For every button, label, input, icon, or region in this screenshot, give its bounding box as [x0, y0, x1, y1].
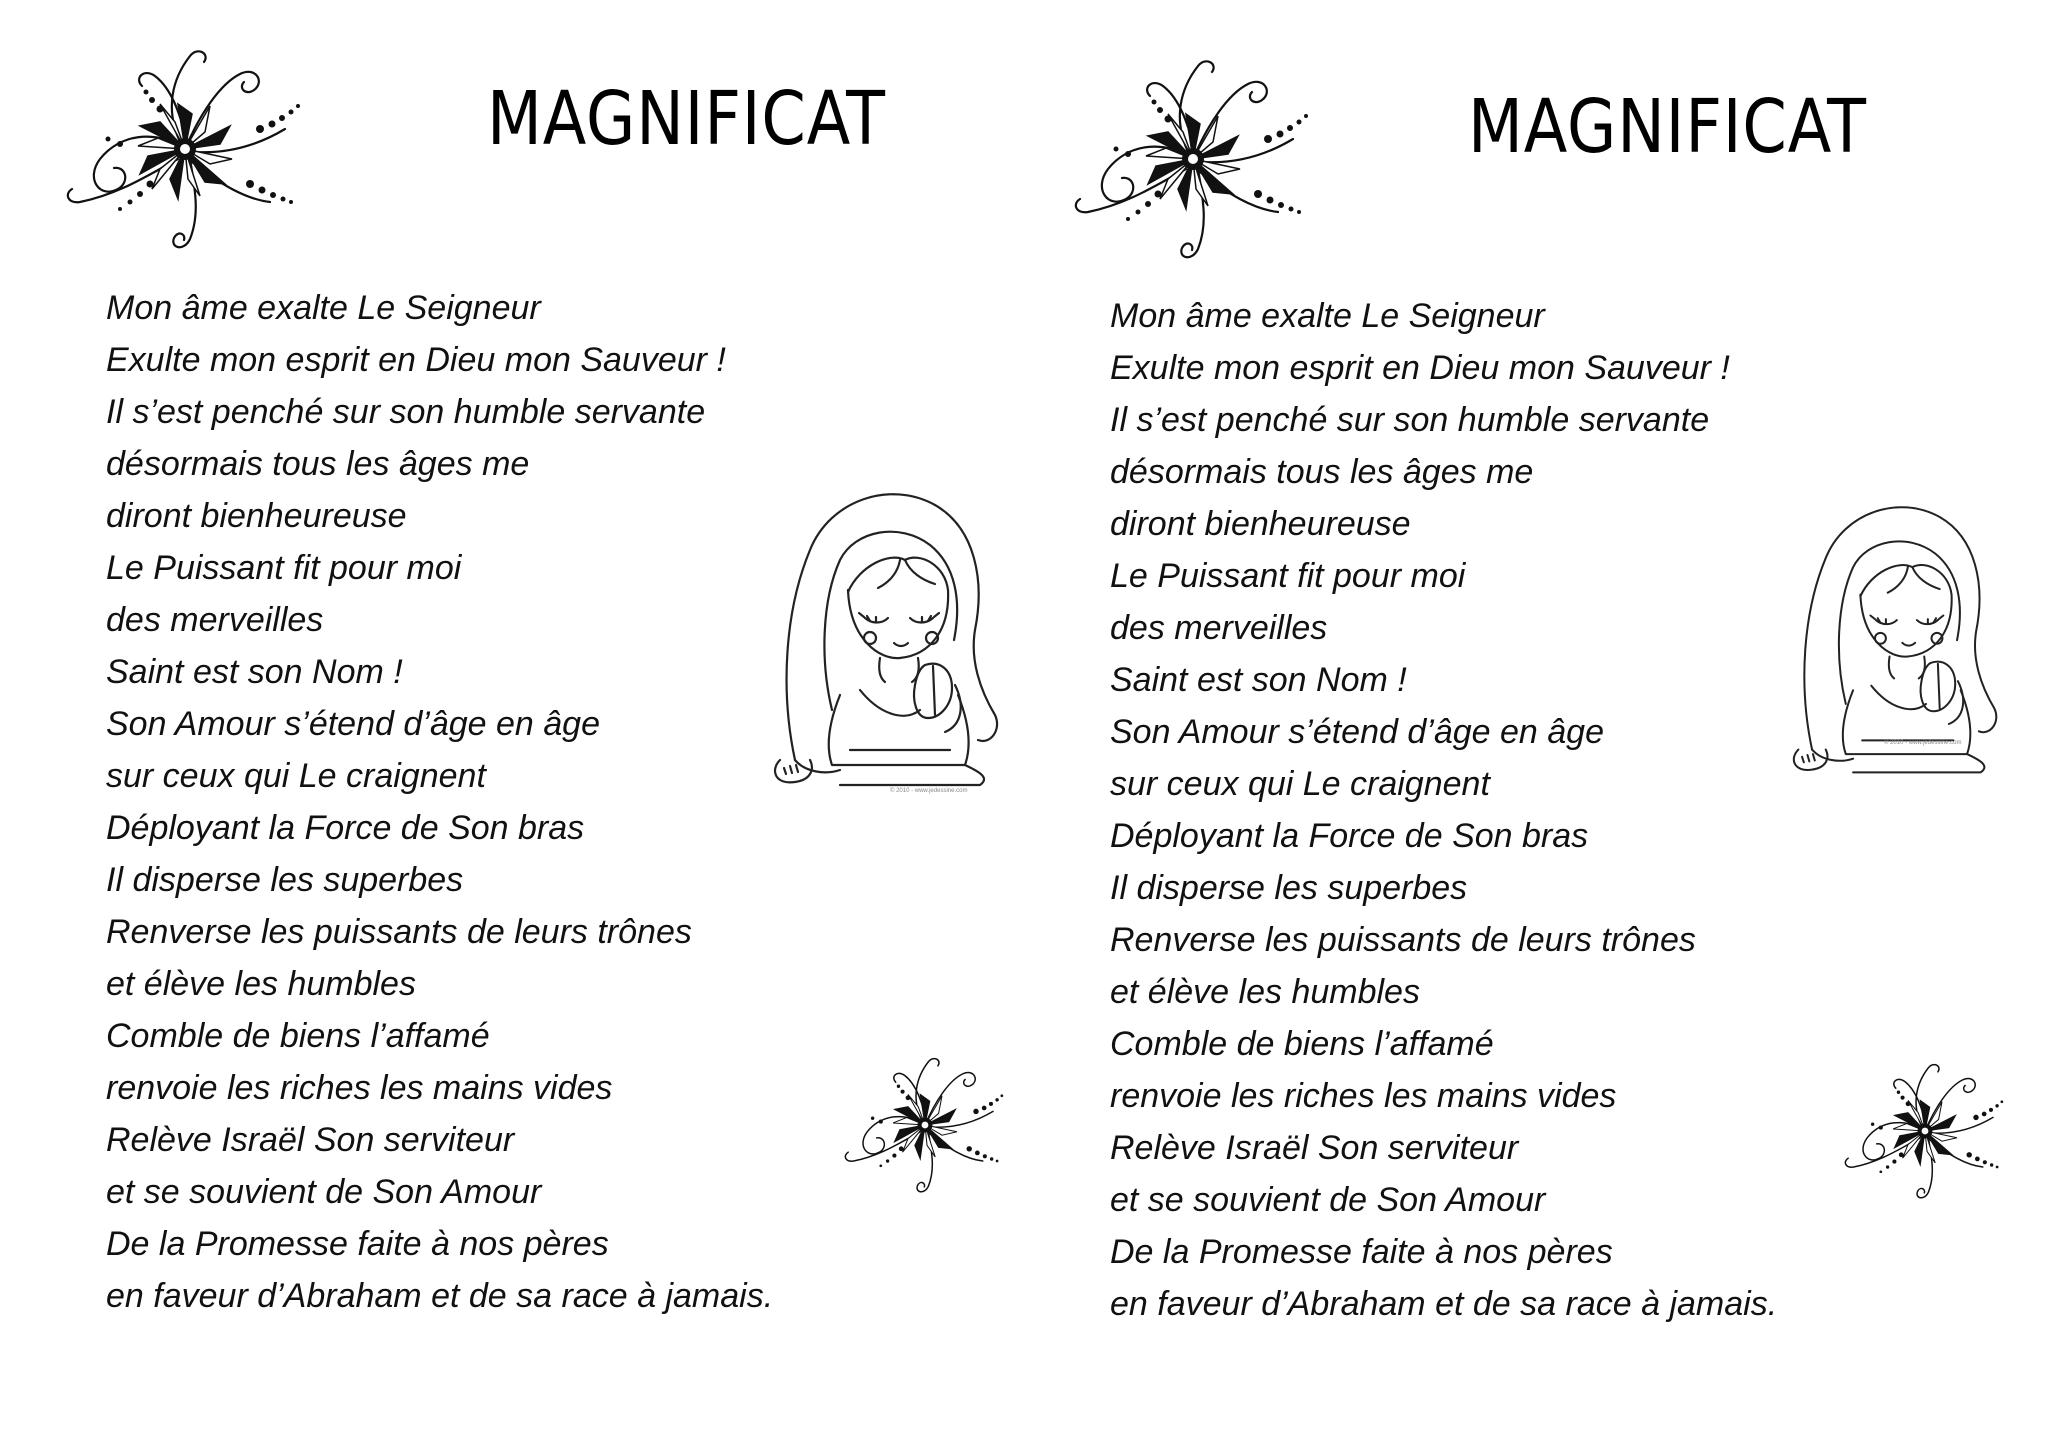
poem-line: et élève les humbles: [106, 965, 416, 1003]
poem-line: Déployant la Force de Son bras: [106, 809, 585, 847]
illustration-credit: © 2010 - www.jedessine.com: [890, 788, 968, 794]
poem-line: De la Promesse faite à nos pères: [106, 1225, 609, 1263]
poem-line: diront bienheureuse: [1110, 505, 1411, 543]
poem-line: renvoie les riches les mains vides: [1110, 1077, 1617, 1115]
page-title: MAGNIFICAT: [1468, 84, 1867, 170]
poem-line: en faveur d’Abraham et de sa race à jamais.: [106, 1277, 774, 1315]
flower-ornament-icon: [1840, 1046, 2010, 1216]
poem-line: et se souvient de Son Amour: [106, 1173, 542, 1211]
poem-line: Il s’est penché sur son humble servante: [1110, 401, 1710, 439]
poem-line: Déployant la Force de Son bras: [1110, 817, 1589, 855]
illustration-credit: © 2010 - www.jedessine.com: [1884, 740, 1962, 746]
flower-ornament-icon: [60, 34, 310, 264]
poem-line: Il disperse les superbes: [106, 861, 464, 899]
poem-line: Il s’est penché sur son humble servante: [106, 393, 706, 431]
poem-line: Saint est son Nom !: [106, 653, 403, 691]
poem-line: Saint est son Nom !: [1110, 661, 1407, 699]
poem-line: diront bienheureuse: [106, 497, 407, 535]
poem-text: [106, 282, 773, 1322]
poem-line: Son Amour s’étend d’âge en âge: [1110, 713, 1604, 751]
poem-text: [1110, 290, 1777, 1330]
poem-line: Son Amour s’étend d’âge en âge: [106, 705, 600, 743]
poem-line: Exulte mon esprit en Dieu mon Sauveur !: [1110, 349, 1730, 387]
poem-line: Comble de biens l’affamé: [106, 1017, 490, 1055]
poem-line: et se souvient de Son Amour: [1110, 1181, 1546, 1219]
poem-line: Le Puissant fit pour moi: [1110, 557, 1466, 595]
poem-line: Exulte mon esprit en Dieu mon Sauveur !: [106, 341, 726, 379]
poem-line: Mon âme exalte Le Seigneur: [1110, 297, 1545, 335]
poem-line: Mon âme exalte Le Seigneur: [106, 289, 541, 327]
poem-line: Relève Israël Son serviteur: [106, 1121, 515, 1159]
poem-line: des merveilles: [1110, 609, 1328, 647]
poem-line: désormais tous les âges me: [1110, 453, 1534, 491]
flower-ornament-icon: [1068, 44, 1318, 274]
poem-line: désormais tous les âges me: [106, 445, 530, 483]
poem-line: Renverse les puissants de leurs trônes: [106, 913, 692, 951]
praying-girl-illustration: [740, 460, 1010, 800]
poem-line: en faveur d’Abraham et de sa race à jamais.: [1110, 1285, 1778, 1323]
page-title: MAGNIFICAT: [487, 76, 886, 162]
poem-line: Le Puissant fit pour moi: [106, 549, 462, 587]
poem-line: sur ceux qui Le craignent: [106, 757, 486, 795]
poem-line: et élève les humbles: [1110, 973, 1420, 1011]
poem-page-left: [0, 0, 1000, 1448]
poem-page-right: [1004, 0, 2004, 1448]
poem-line: Comble de biens l’affamé: [1110, 1025, 1494, 1063]
poem-line: Renverse les puissants de leurs trônes: [1110, 921, 1696, 959]
poem-line: Relève Israël Son serviteur: [1110, 1129, 1519, 1167]
poem-line: De la Promesse faite à nos pères: [1110, 1233, 1613, 1271]
poem-line: Il disperse les superbes: [1110, 869, 1468, 907]
poem-line: sur ceux qui Le craignent: [1110, 765, 1490, 803]
poem-line: des merveilles: [106, 601, 324, 639]
flower-ornament-icon: [840, 1040, 1010, 1210]
poem-line: renvoie les riches les mains vides: [106, 1069, 613, 1107]
